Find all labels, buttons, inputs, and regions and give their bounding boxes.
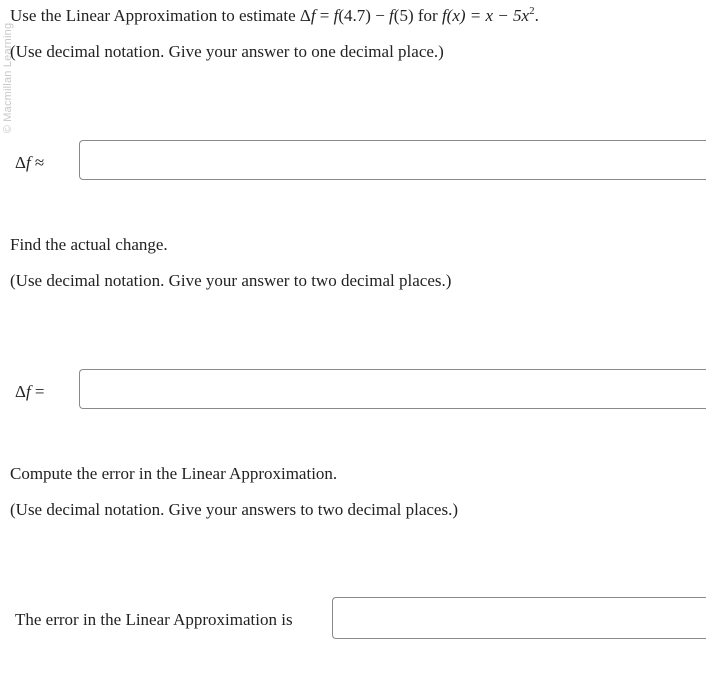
f-symbol-3: f xyxy=(389,6,394,25)
part2-instruction: (Use decimal notation. Give your answer to two decimal places.) xyxy=(10,271,452,290)
f-symbol: f xyxy=(310,6,316,25)
part1-instruction: (Use decimal notation. Give your answer to one decimal place.) xyxy=(10,42,444,61)
part1-f: f xyxy=(25,153,31,172)
part2-label xyxy=(15,382,45,402)
part1-approx-sign: ≈ xyxy=(30,153,45,172)
function-definition: (x) = x − 5x xyxy=(446,6,530,25)
exponent: 2 xyxy=(529,5,535,17)
part2-answer-input[interactable] xyxy=(79,369,706,409)
part1-answer-input[interactable] xyxy=(79,140,706,180)
copyright-watermark: © Macmillan Learning xyxy=(2,22,14,134)
part3-label: The error in the Linear Approximation is xyxy=(15,610,293,629)
part2-delta: Δ xyxy=(15,382,26,401)
equals-sign: = xyxy=(315,6,334,25)
question-end: . xyxy=(534,6,539,25)
f-symbol-4: f xyxy=(441,6,447,25)
part1-delta: Δ xyxy=(15,153,26,172)
f-arg-a: (4.7) − xyxy=(338,6,390,25)
part1-label xyxy=(15,153,44,173)
f-symbol-2: f xyxy=(333,6,339,25)
question-text xyxy=(10,6,539,26)
part2-f: f xyxy=(25,382,31,401)
part2-equals-sign: = xyxy=(30,382,45,401)
part3-instruction: (Use decimal notation. Give your answers to two decimal places.) xyxy=(10,500,459,519)
part3-answer-input[interactable] xyxy=(332,597,706,639)
f-arg-b: (5) for xyxy=(393,6,442,25)
question-intro: Use the Linear Approximation to estimate xyxy=(10,6,300,25)
part2-prompt: Find the actual change. xyxy=(10,235,168,254)
part3-prompt: Compute the error in the Linear Approximation. xyxy=(10,464,338,483)
delta-symbol: Δ xyxy=(299,6,311,25)
